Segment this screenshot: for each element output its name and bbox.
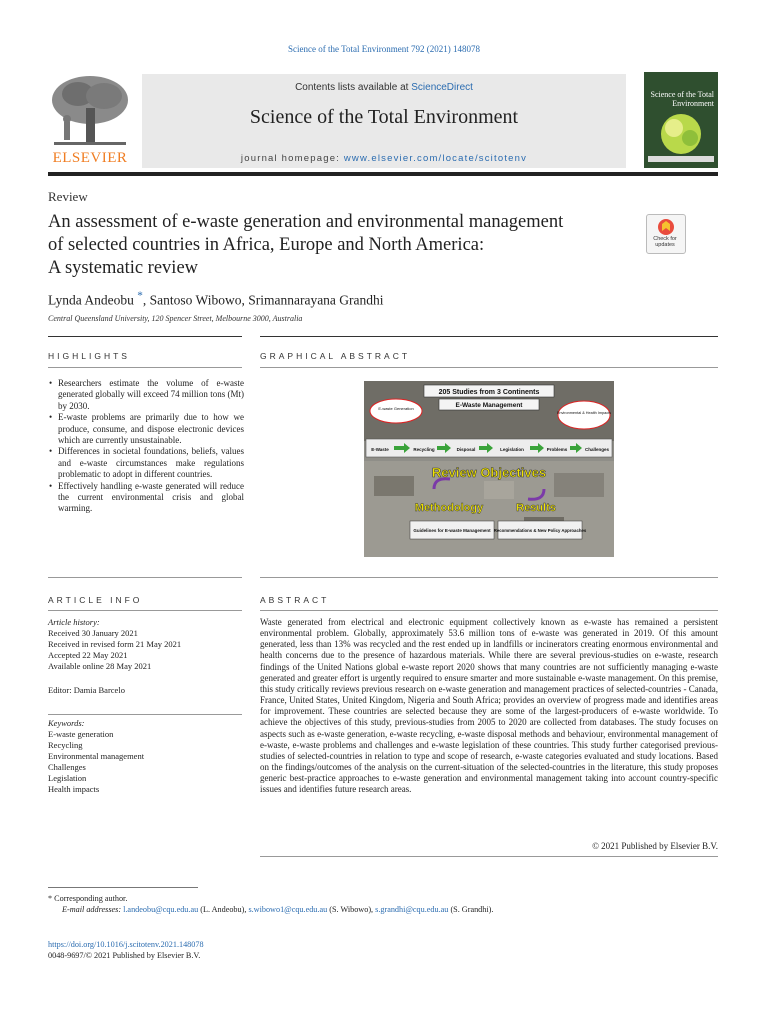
title-line: An assessment of e-waste generation and environmental management [48,212,564,232]
divider [48,577,242,578]
header-rule [48,172,718,176]
highlight-item: • Differences in societal foundations, beliefs, values and e-waste circumstances make regulations problematic to adopt in different countries. [48,446,244,480]
contents-prefix: Contents lists available at [295,82,412,93]
crossmark-label: Check for updates [653,236,677,248]
keyword: Recycling [48,740,83,750]
ga-flow-step: Legislation [500,447,524,452]
contents-line [142,82,626,93]
keyword: Health impacts [48,784,100,794]
cover-title: Science of the Total Environment [650,90,714,108]
elsevier-wordmark: ELSEVIER [52,150,128,166]
divider [260,856,718,857]
ga-bottom-left: Guidelines for E-waste Management [413,528,491,533]
email-link[interactable]: s.wibowo1@cqu.edu.au [248,905,328,914]
issn-line: 0048-9697/© 2021 Published by Elsevier B.V. [48,951,201,960]
history-accepted: Accepted 22 May 2021 [48,650,128,660]
abstract-text: Waste generated from electrical and electronic equipment collectively known as e-waste has remained a persistent environmental problem. Globally, approximately 53.6 million tons of e-waste was generated in 2019. Of this amount generated, less than 13% was recycled and the rest ended up in landfills or incinerators creating enormous environmental and health concerns due to the presence of hazardous materials. While there are several previous-studies on e-waste, research findings of the United Nations global e-waste report 2020 shows that many countries are not sufficiently managing e-waste generated and greater effort is urgently required to ensure smarter and more sustainable e-waste management. On this premise, this study critically reviews previous research on e-waste generation and management practices of selected-countries - Canada, France, United States, United Kingdom, Nigeria and South Africa; provides an overview of progress made and identifies areas for improvement. These countries are selected because they are some of the largest-producers of e-waste worldwide. To achieve the objectives of this study, previous-studies from 2005 to 2020 are collected from databases. The study focuses on aspects such as e-waste generation, e-waste recycling, e-waste disposal methods and behaviour, environmental management of e-waste, e-waste problems and challenges and e-waste legislation of these countries. This study further categorised previous-studies of selected-countries in relation to type and scope of research, e-waste categories evaluated and study locations. Based on the findings/outcomes of the analysis on the current-situation of the selected-countries in the literature, this study proposes generic best-practice approaches to e-waste generation and environmental management taking into account country-specific issues and identifies future research areas. [260,617,718,795]
ga-right-oval: Environmental & Health Impacts [556,411,612,415]
author-name: Lynda Andeobu [48,292,134,308]
divider [260,610,718,611]
article-title [48,211,608,280]
ga-flow-step: E-Waste [371,447,389,452]
journal-cover-image[interactable] [644,72,718,168]
ga-flow-step: Problems [546,447,568,452]
email-owner: (L. Andeobu), [198,905,249,914]
email-line [48,904,718,915]
ga-center-label: E-Waste Management [455,402,523,409]
ga-flow-step: Recycling [413,447,435,452]
article-history [48,617,242,672]
divider [48,610,242,611]
email-link[interactable]: l.andeobu@cqu.edu.au [123,905,199,914]
ga-studies-label: 205 Studies from 3 Continents [438,389,540,396]
keywords-block [48,718,242,795]
divider [48,367,242,368]
highlights-list [48,378,244,515]
copyright-line: © 2021 Published by Elsevier B.V. [592,841,718,851]
highlight-item: • E-waste problems are primarily due to how we produce, consume, and dispose electronic devices which are currently unsustainable. [48,412,244,446]
highlight-item: • Effectively handling e-waste generated will reduce the current environmental crisis and global warming. [48,481,244,515]
abstract-heading: ABSTRACT [260,595,330,605]
divider [260,577,718,578]
corresponding-author-mark[interactable]: * [137,290,143,302]
keyword: E-waste generation [48,729,114,739]
keywords-label: Keywords: [48,718,85,728]
history-label: Article history: [48,617,100,627]
ga-flow-step: Challenges [584,447,610,452]
corresponding-note [48,893,718,904]
graphical-abstract-image[interactable] [364,381,614,557]
homepage-link[interactable]: www.elsevier.com/locate/scitotenv [343,153,528,164]
title-line: of selected countries in Africa, Europe and North America: [48,235,485,255]
divider [48,714,242,715]
footnote-rule [48,887,198,888]
highlight-item: • Researchers estimate the volume of e-waste generated globally will exceed 74 million tons (Mt) by 2030. [48,378,244,412]
ga-methodology: Methodology [414,502,484,514]
author-list [48,290,384,309]
footnote [48,893,718,915]
editor-line: Editor: Damia Barcelo [48,685,125,695]
history-received: Received 30 January 2021 [48,628,138,638]
ga-left-oval: E-waste Generation [378,406,414,411]
email-owner: (S. Wibowo), [327,905,376,914]
footnote-mark: * [48,894,53,903]
journal-citation[interactable]: Science of the Total Environment 792 (2021) 148078 [288,44,480,54]
affiliation: Central Queensland University, 120 Spencer Street, Melbourne 3000, Australia [48,314,303,323]
ga-flow-step: Disposal [456,447,476,452]
graphical-abstract-heading: GRAPHICAL ABSTRACT [260,351,411,361]
article-type: Review [48,189,88,204]
doi-link[interactable]: https://doi.org/10.1016/j.scitotenv.2021.148078 [48,940,204,949]
highlights-heading: HIGHLIGHTS [48,351,130,361]
history-revised: Received in revised form 21 May 2021 [48,639,182,649]
ga-results: Results [516,502,556,514]
corresponding-label: Corresponding author. [54,894,128,903]
ga-bottom-right: Recommendations & New Policy Approaches [493,528,587,533]
crossmark-button[interactable] [646,214,686,254]
divider [48,336,242,337]
ga-objectives: Review Objectives [431,465,547,480]
author-names-rest: , Santoso Wibowo, Srimannarayana Grandhi [142,292,384,308]
sciencedirect-link[interactable]: ScienceDirect [411,82,473,93]
divider [260,336,718,337]
article-info-heading: ARTICLE INFO [48,595,143,605]
email-owner: (S. Grandhi). [448,905,494,914]
journal-title: Science of the Total Environment [249,106,519,128]
keyword: Environmental management [48,751,145,761]
homepage-prefix: journal homepage: [240,153,344,164]
journal-homepage [142,153,626,164]
keyword: Challenges [48,762,86,772]
divider [260,367,718,368]
email-label: E-mail addresses: [62,905,122,914]
crossmark-icon [647,215,685,237]
history-online: Available online 28 May 2021 [48,661,152,671]
keyword: Legislation [48,773,87,783]
title-line: A systematic review [48,258,199,278]
email-link[interactable]: s.grandhi@cqu.edu.au [375,905,449,914]
